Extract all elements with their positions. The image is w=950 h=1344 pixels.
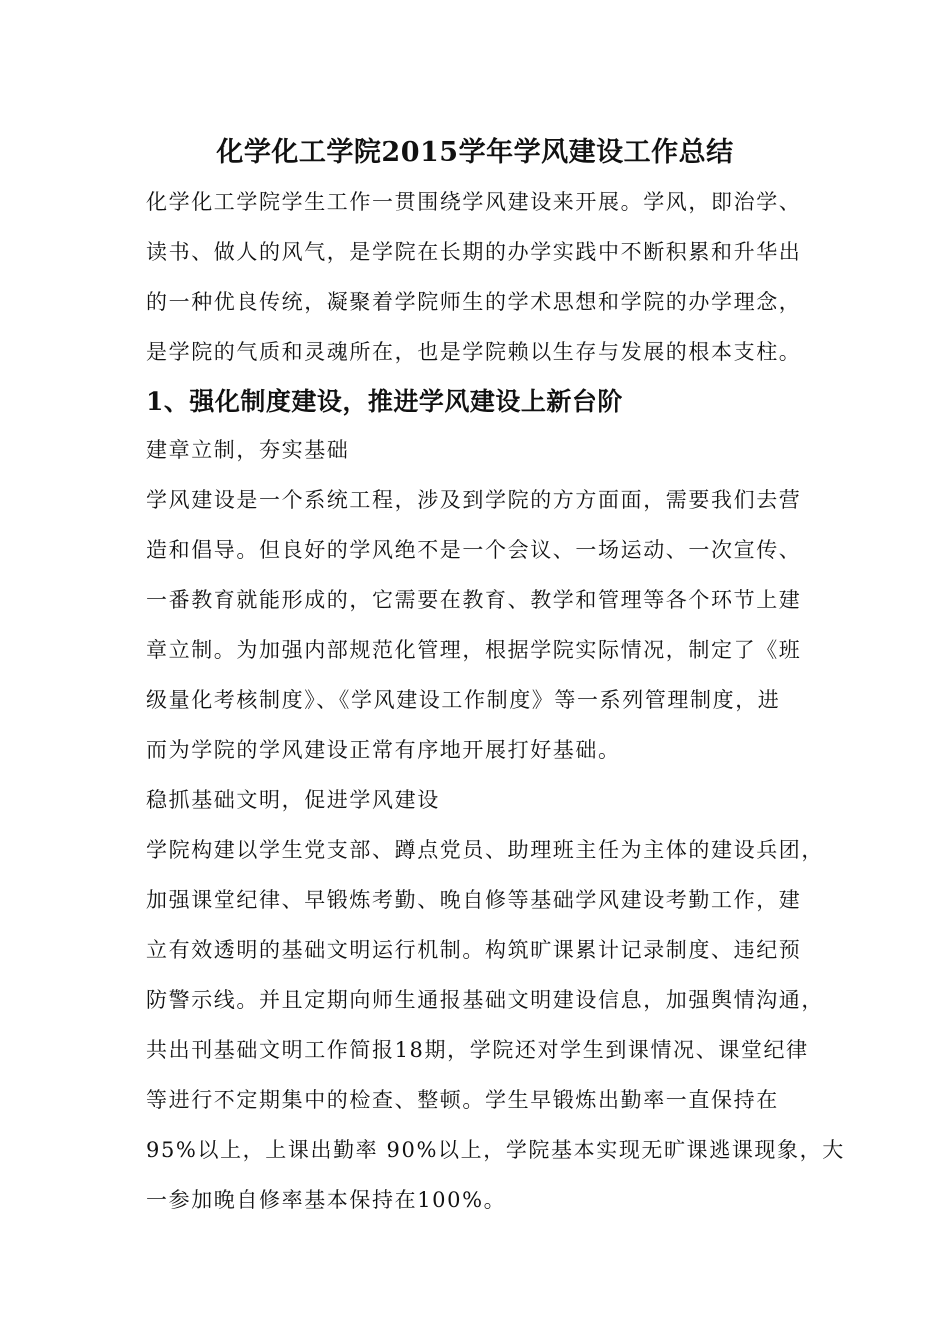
paragraph-line: 学院构建以学生党支部、蹲点党员、助理班主任为主体的建设兵团， xyxy=(146,838,824,862)
paragraph-line: 一参加晚自修率基本保持在100%。 xyxy=(146,1188,507,1212)
paragraph-line: 级量化考核制度》、《学风建设工作制度》等一系列管理制度，进 xyxy=(146,688,781,712)
paragraph-line: 95%以上，上课出勤率 90%以上，学院基本实现无旷课逃课现象，大 xyxy=(146,1138,845,1162)
paragraph-line: 而为学院的学风建设正常有序地开展打好基础。 xyxy=(146,738,621,762)
paragraph-line: 等进行不定期集中的检查、整顿。学生早锻炼出勤率一直保持在 xyxy=(146,1088,779,1112)
section-heading: 1、强化制度建设，推进学风建设上新台阶 xyxy=(146,387,623,416)
subheading-text: 稳抓基础文明，促进学风建设 xyxy=(146,788,440,812)
paragraph-line: 造和倡导。但良好的学风绝不是一个会议、一场运动、一次宣传、 xyxy=(146,538,802,562)
subheading-text: 建章立制，夯实基础 xyxy=(146,438,350,462)
paragraph-line: 学风建设是一个系统工程，涉及到学院的方方面面，需要我们去营 xyxy=(146,488,802,512)
paragraph-2 xyxy=(146,825,845,1225)
paragraph-1 xyxy=(146,475,826,775)
intro-paragraph xyxy=(146,177,826,377)
paragraph-line: 防警示线。并且定期向师生通报基础文明建设信息，加强舆情沟通， xyxy=(146,988,824,1012)
subheading-1 xyxy=(146,425,826,475)
paragraph-line: 是学院的气质和灵魂所在，也是学院赖以生存与发展的根本支柱。 xyxy=(146,340,802,364)
paragraph-line: 加强课堂纪律、早锻炼考勤、晚自修等基础学风建设考勤工作，建 xyxy=(146,888,802,912)
subheading-2 xyxy=(146,775,826,825)
paragraph-line: 章立制。为加强内部规范化管理，根据学院实际情况，制定了《班 xyxy=(146,638,802,662)
paragraph-line: 化学化工学院学生工作一贯围绕学风建设来开展。学风，即治学、 xyxy=(146,190,802,214)
paragraph-line: 的一种优良传统，凝聚着学院师生的学术思想和学院的办学理念， xyxy=(146,290,802,314)
paragraph-line: 读书、做人的风气，是学院在长期的办学实践中不断积累和升华出 xyxy=(146,240,802,264)
paragraph-line: 立有效透明的基础文明运行机制。构筑旷课累计记录制度、违纪预 xyxy=(146,938,802,962)
paragraph-line: 一番教育就能形成的，它需要在教育、教学和管理等各个环节上建 xyxy=(146,588,802,612)
document-title: 化学化工学院2015学年学风建设工作总结 xyxy=(216,137,734,168)
paragraph-line: 共出刊基础文明工作简报18期，学院还对学生到课情况、课堂纪律 xyxy=(146,1038,809,1062)
